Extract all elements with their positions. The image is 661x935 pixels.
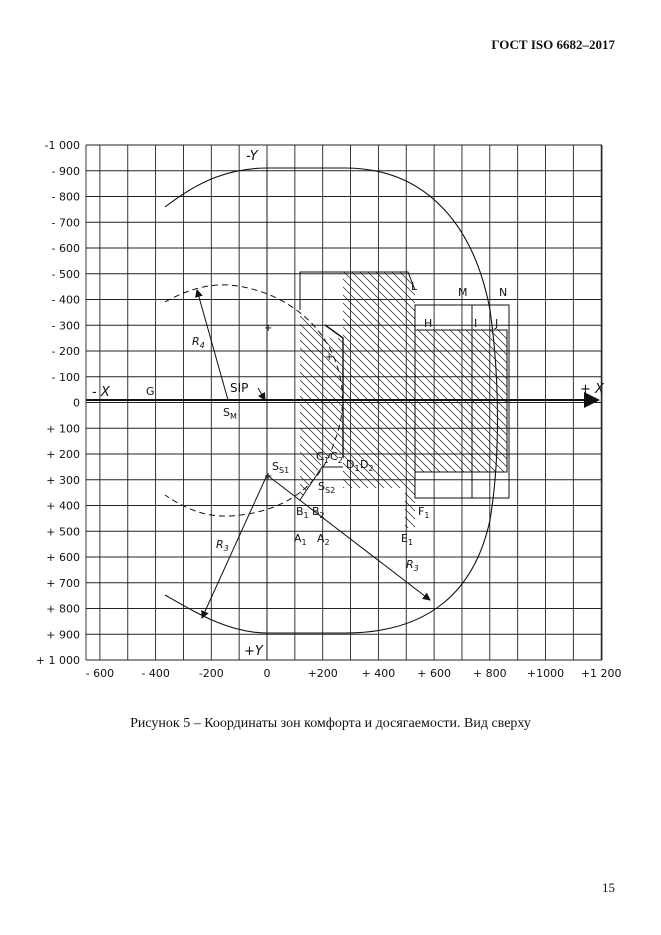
y-tick-label: + 200 xyxy=(46,448,80,461)
label-plus-y: +Y xyxy=(244,644,263,659)
figure-caption: Рисунок 5 – Координаты зон комфорта и досягаемости. Вид сверху xyxy=(130,716,531,731)
plus-marker-zone: + xyxy=(325,352,334,363)
plus-marker-upper: + xyxy=(264,323,273,334)
document-header: ГОСТ ISO 6682–2017 xyxy=(491,37,615,52)
page-number: 15 xyxy=(602,880,615,895)
point-sm: $S_M$ xyxy=(223,406,237,421)
point-l: L xyxy=(411,280,418,293)
point-n: N xyxy=(499,286,508,299)
y-tick-label: - 300 xyxy=(51,319,80,333)
x-tick-label: -200 xyxy=(198,667,224,680)
point-i: I xyxy=(474,317,478,330)
x-tick-label: + 400 xyxy=(361,667,396,680)
point-h: H xyxy=(424,317,433,330)
x-tick-labels xyxy=(86,667,622,680)
point-a2: $A_2$ xyxy=(317,532,330,547)
y-tick-label: + 1 000 xyxy=(35,654,80,667)
point-a1: $A_1$ xyxy=(294,532,307,547)
label-plus-x: + X xyxy=(580,382,604,397)
y-tick-label: + 500 xyxy=(46,525,80,539)
y-tick-label: - 200 xyxy=(51,345,80,358)
x-tick-label: - 600 xyxy=(85,667,115,680)
radius-r3-left: $R_3$ xyxy=(216,538,229,553)
radius-r3-right: $R_3$ xyxy=(406,558,419,573)
y-tick-label: 0 xyxy=(73,396,80,410)
x-tick-label: +1000 xyxy=(526,667,565,680)
y-tick-label: -1 000 xyxy=(44,139,80,152)
y-tick-label: + 400 xyxy=(46,499,80,513)
point-f1: $F_1$ xyxy=(418,505,430,520)
point-c2: $C_2$ xyxy=(330,450,343,465)
y-tick-label: - 700 xyxy=(51,216,80,230)
y-tick-label: + 800 xyxy=(46,602,80,616)
y-tick-label: + 700 xyxy=(46,576,80,590)
point-b1: $B_1$ xyxy=(296,505,309,520)
x-tick-label: 0 xyxy=(263,667,271,680)
y-tick-labels xyxy=(36,139,80,667)
point-j: J xyxy=(495,317,499,330)
sip-arrow xyxy=(258,388,265,400)
point-e1: $E_1$ xyxy=(401,532,414,547)
y-tick-label: - 600 xyxy=(51,242,80,255)
label-sip: SIP xyxy=(230,381,249,395)
y-tick-label: - 100 xyxy=(51,370,80,384)
point-m: M xyxy=(458,286,468,299)
y-tick-label: + 300 xyxy=(46,473,80,487)
point-d1: $D_1$ xyxy=(346,458,360,473)
x-tick-label: + 800 xyxy=(472,667,507,680)
y-tick-label: - 400 xyxy=(51,293,80,307)
y-tick-label: + 900 xyxy=(46,628,80,642)
plus-marker-lower: + xyxy=(264,471,273,482)
y-tick-label: + 600 xyxy=(46,551,80,564)
x-tick-label: +200 xyxy=(307,667,338,680)
point-b2: $B_2$ xyxy=(312,505,325,520)
x-tick-label: + 600 xyxy=(417,667,451,680)
y-tick-label: - 500 xyxy=(51,267,80,281)
y-tick-label: - 800 xyxy=(51,190,80,204)
label-minus-y: -Y xyxy=(246,149,258,164)
point-c1: $C_1$ xyxy=(316,450,329,465)
x-tick-label: - 400 xyxy=(141,667,170,680)
y-tick-label: - 900 xyxy=(51,164,80,178)
radius-r4: $R_4$ xyxy=(192,335,205,350)
x-tick-label: +1 200 xyxy=(580,667,622,680)
point-g: G xyxy=(146,385,155,398)
point-ss2: $S_{S2}$ xyxy=(318,480,336,495)
y-tick-label: + 100 xyxy=(46,422,80,436)
point-ss1: $S_{S1}$ xyxy=(272,460,290,475)
point-d2: $D_2$ xyxy=(360,458,374,473)
label-minus-x: - X xyxy=(92,385,110,400)
